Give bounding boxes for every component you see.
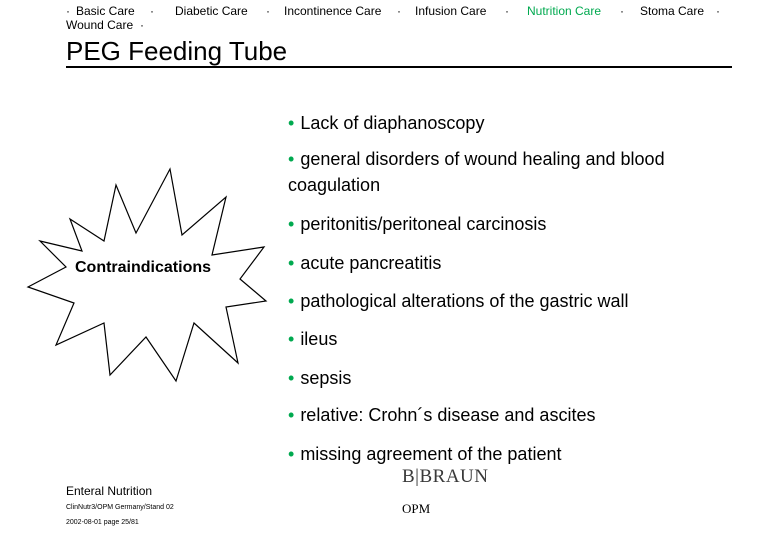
bullet-text: peritonitis/peritoneal carcinosis (300, 214, 547, 234)
bullet-icon: • (288, 368, 295, 388)
footer-section-title: Enteral Nutrition (66, 484, 153, 498)
bullet-text: acute pancreatitis (300, 253, 442, 273)
nav-item-nutrition-care[interactable]: Nutrition Care (527, 4, 602, 18)
list-item (288, 402, 738, 428)
nav-separator: · (140, 18, 144, 32)
nav-separator: · (620, 4, 624, 18)
list-item (288, 146, 738, 198)
bullet-text: general disorders of wound healing and blood coagulation (288, 149, 665, 195)
bullet-text: sepsis (300, 368, 352, 388)
bullet-icon: • (288, 405, 295, 425)
list-item (288, 211, 738, 237)
nav-item-stoma-care[interactable]: Stoma Care (640, 4, 705, 18)
bullet-icon: • (288, 444, 295, 464)
bullet-icon: • (288, 149, 295, 169)
bullet-icon: • (288, 214, 295, 234)
title-divider (66, 66, 732, 68)
bullet-text: ileus (300, 329, 338, 349)
list-item (288, 441, 738, 467)
footer-document-id: ClinNutr3/OPM Germany/Stand 02 (66, 504, 174, 511)
bullet-text: missing agreement of the patient (300, 444, 562, 464)
list-item (288, 250, 738, 276)
opm-label: OPM (402, 501, 431, 516)
nav-item-diabetic-care[interactable]: Diabetic Care (175, 4, 248, 18)
list-item (288, 288, 738, 314)
nav-separator: · (505, 4, 509, 18)
list-item (288, 110, 738, 136)
braun-logo: B|BRAUN (402, 466, 489, 487)
bullet-icon: • (288, 253, 295, 273)
nav-item-basic-care[interactable]: Basic Care (76, 4, 135, 18)
bullet-text: relative: Crohn´s disease and ascites (300, 405, 596, 425)
bullet-icon: • (288, 329, 295, 349)
nav-separator: · (66, 4, 70, 18)
nav-separator: · (266, 4, 270, 18)
list-item (288, 326, 738, 352)
contraindications-label: Contraindications (75, 259, 212, 276)
page-title: PEG Feeding Tube (66, 36, 288, 66)
footer-date-page: 2002-08-01 page 25/81 (66, 519, 139, 526)
list-item (288, 365, 738, 391)
bullet-text: Lack of diaphanoscopy (300, 113, 485, 133)
nav-separator: · (716, 4, 720, 18)
bullet-text: pathological alterations of the gastric wall (300, 291, 629, 311)
nav-item-incontinence-care[interactable]: Incontinence Care (284, 4, 382, 18)
nav-item-wound-care[interactable]: Wound Care (66, 18, 134, 32)
bullet-icon: • (288, 113, 295, 133)
nav-item-infusion-care[interactable]: Infusion Care (415, 4, 487, 18)
nav-separator: · (150, 4, 154, 18)
bullet-icon: • (288, 291, 295, 311)
nav-separator: · (397, 4, 401, 18)
